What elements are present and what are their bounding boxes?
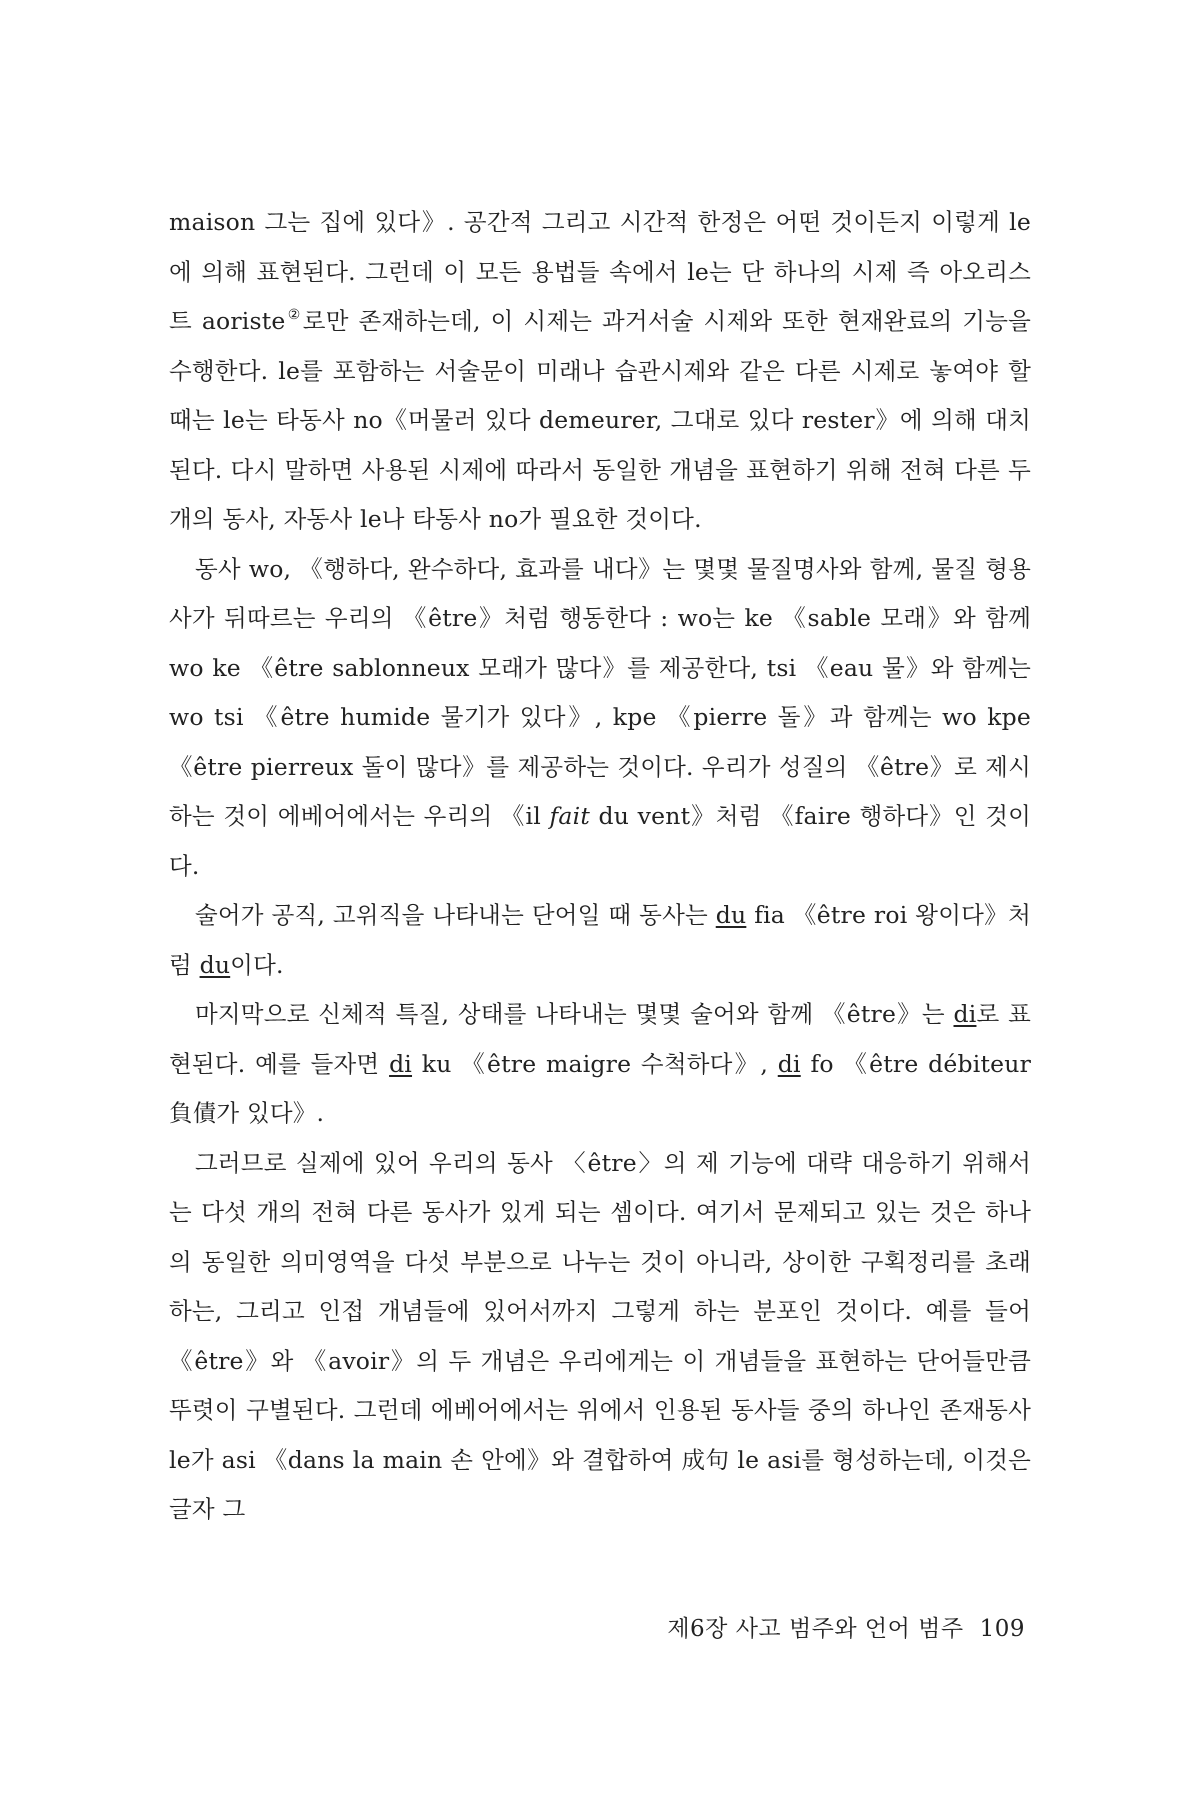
text-run: 그러므로 실제에 있어 우리의 동사 〈être〉의 제 기능에 대략 대응하기 위해서는 다섯 개의 전혀 다른 동사가 있게 되는 셈이다. 여기서 문제되고 있는 것은 하나의 동일한 의미영역을 다섯 부분으로 나누는 것이 아니라, 상이한 구획정리를 초래하는, 그리고 인접 개념들에 있어서까지 그렇게 하는 분포인 것이다. 예를 들어 《être》와 《avoir》의 두 개념은 우리에게는 이 개념들을 표현하는 단어들만큼 뚜렷이 구별된다. 그런데 에베어에서는 위에서 인용된 동사들 중의 하나인 존재동사 le가 asi 《dans la main 손 안에》와 결합하여 成句 le asi를 형성하는데, 이것은 글자 그 (169, 1148, 1031, 1523)
page-number: 109 (979, 1616, 1025, 1642)
text-run: fia 《être roi 왕이다》처럼 (169, 901, 1031, 979)
running-footer (667, 1610, 1025, 1643)
text-run: maison 그는 집에 있다》. 공간적 그리고 시간적 한정은 어떤 것이든지 이렇게 le에 의해 표현된다. 그런데 이 모든 용법들 속에서 le는 단 하나의 시제 즉 아오리스트 aoriste (169, 208, 1031, 335)
footnote-marker: ② (285, 307, 303, 323)
text-run: ku 《être maigre 수척하다》, (412, 1049, 778, 1078)
text-run: 로 표현된다. 예를 들자면 (169, 1000, 1031, 1078)
text-run: 술어가 공직, 고위직을 나타내는 단어일 때 동사는 (195, 901, 716, 929)
underlined-term: di (953, 1000, 977, 1028)
italic-term: fait (549, 802, 590, 830)
paragraph (169, 198, 1031, 545)
paragraph (169, 545, 1031, 892)
paragraph (169, 990, 1031, 1139)
text-run: 이다. (230, 950, 284, 979)
underlined-term: du (715, 901, 747, 929)
paragraph (169, 1139, 1031, 1535)
text-run: du vent》처럼 《faire 행하다》인 것이다. (169, 802, 1031, 880)
text-run: 동사 wo, 《행하다, 완수하다, 효과를 내다》는 몇몇 물질명사와 함께, 물질 형용사가 뒤따르는 우리의 《être》처럼 행동한다 : wo는 ke 《sable 모래》와 함께 wo ke 《être sablonneux 모래가 많다》를 제공한다, tsi 《eau 물》와 함께는 wo tsi 《être humide 물기가 있다》, kpe 《pierre 돌》과 함께는 wo kpe 《être pierreux 돌이 많다》를 제공하는 것이다. 우리가 성질의 《être》로 제시하는 것이 에베어에서는 우리의 《il (169, 554, 1031, 830)
text-run: 로만 존재하는데, 이 시제는 과거서술 시제와 또한 현재완료의 기능을 수행한다. le를 포함하는 서술문이 미래나 습관시제와 같은 다른 시제로 놓여야 할 때는 le는 타동사 no《머물러 있다 demeurer, 그대로 있다 rester》에 의해 대치된다. 다시 말하면 사용된 시제에 따라서 동일한 개념을 표현하기 위해 전혀 다른 두 개의 동사, 자동사 le나 타동사 no가 필요한 것이다. (169, 307, 1031, 533)
underlined-term: di (777, 1049, 801, 1078)
body-text (169, 198, 1031, 1535)
underlined-term: di (389, 1049, 413, 1078)
chapter-title: 제6장 사고 범주와 언어 범주 (667, 1616, 964, 1642)
text-run: 마지막으로 신체적 특질, 상태를 나타내는 몇몇 술어와 함께 《être》는 (195, 1000, 954, 1028)
underlined-term: du (199, 950, 231, 979)
text-run: fo 《être débiteur 負債가 있다》. (169, 1049, 1032, 1127)
paragraph (169, 891, 1031, 990)
